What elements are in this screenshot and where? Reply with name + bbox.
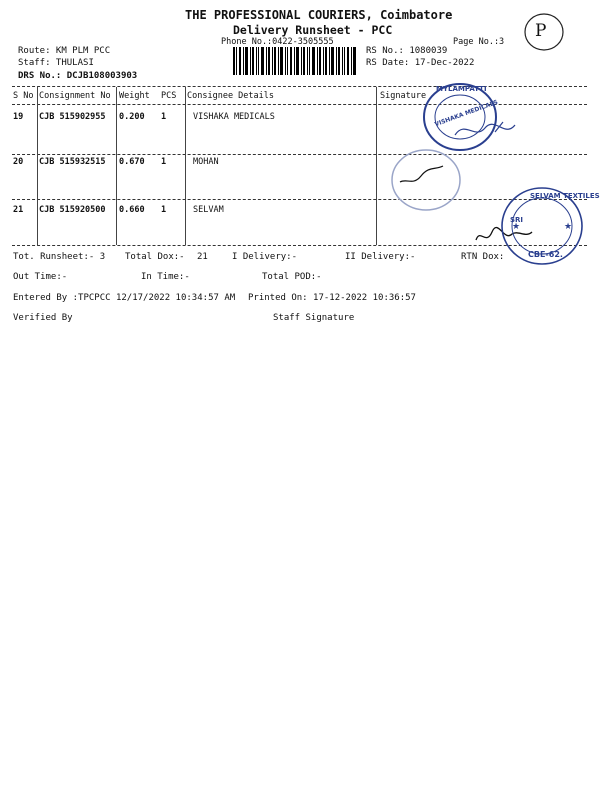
column-divider (37, 87, 38, 245)
header-weight: Weight (119, 91, 150, 101)
barcode-image (233, 47, 358, 75)
textiles-stamp-top: SELVAM TEXTILES (530, 192, 600, 200)
printed-on: Printed On: 17-12-2022 10:36:57 (248, 293, 416, 303)
company-title: THE PROFESSIONAL COURIERS, Coimbatore (185, 8, 453, 22)
row-consignee: VISHAKA MEDICALS (193, 112, 275, 122)
table-top-rule (12, 86, 587, 87)
row-weight: 0.660 (119, 205, 145, 215)
total-dox-label: Total Dox:- (125, 252, 185, 262)
row-weight: 0.200 (119, 112, 145, 122)
page-number: Page No.:3 (453, 37, 505, 47)
column-divider (376, 87, 377, 245)
row-consignment: CJB 515932515 (39, 157, 106, 167)
header-signature: Signature (380, 91, 427, 101)
row-pcs: 1 (161, 112, 167, 122)
header-consignment: Consignment No (39, 91, 111, 101)
staff-signature: Staff Signature (273, 313, 355, 323)
column-divider (185, 87, 186, 245)
textiles-stamp-side: SRI (510, 216, 524, 224)
total-pod: Total POD:- (262, 272, 322, 282)
rs-number: RS No.: 1080039 (366, 46, 448, 56)
tot-runsheet: Tot. Runsheet:- 3 (13, 252, 106, 262)
svg-text:★: ★ (564, 222, 573, 232)
row-consignment: CJB 515920500 (39, 205, 106, 215)
row-sno: 21 (13, 205, 24, 215)
row-sno: 20 (13, 157, 24, 167)
header-consignee: Consignee Details (187, 91, 274, 101)
rs-date: RS Date: 17-Dec-2022 (366, 58, 475, 68)
row-consignee: MOHAN (193, 157, 219, 167)
corner-mark-letter: P (535, 21, 547, 41)
faint-stamp-icon (386, 145, 466, 215)
ii-delivery: II Delivery:- (345, 252, 416, 262)
medicals-stamp-top: MYLAMPATTI (436, 85, 487, 93)
column-divider (116, 87, 117, 245)
textiles-stamp-bottom: CBE-62. (528, 250, 563, 259)
i-delivery: I Delivery:- (232, 252, 298, 262)
row-consignment: CJB 515902955 (39, 112, 106, 122)
table-header-rule (12, 104, 587, 105)
out-time: Out Time:- (13, 272, 68, 282)
in-time: In Time:- (141, 272, 190, 282)
row-sno: 19 (13, 112, 24, 122)
row-pcs: 1 (161, 205, 167, 215)
route-label: Route: KM PLM PCC (18, 46, 111, 56)
drs-number: DRS No.: DCJB108003903 (18, 71, 138, 81)
row-weight: 0.670 (119, 157, 145, 167)
entered-by: Entered By :TPCPCC 12/17/2022 10:34:57 AM (13, 293, 236, 303)
header-pcs: PCS (161, 91, 177, 101)
runsheet-title: Delivery Runsheet - PCC (233, 23, 393, 37)
row-consignee: SELVAM (193, 205, 224, 215)
rtn-dox: RTN Dox: (461, 252, 505, 262)
staff-label: Staff: THULASI (18, 58, 94, 68)
svg-text:★: ★ (512, 222, 521, 232)
header-sno: S No (13, 91, 34, 101)
verified-by: Verified By (13, 313, 73, 323)
row-pcs: 1 (161, 157, 167, 167)
medicals-stamp-name: VISHAKA MEDICALS (433, 98, 499, 129)
total-dox-value: 21 (197, 252, 208, 262)
phone-number: Phone No.:0422-3505555 (221, 37, 334, 47)
